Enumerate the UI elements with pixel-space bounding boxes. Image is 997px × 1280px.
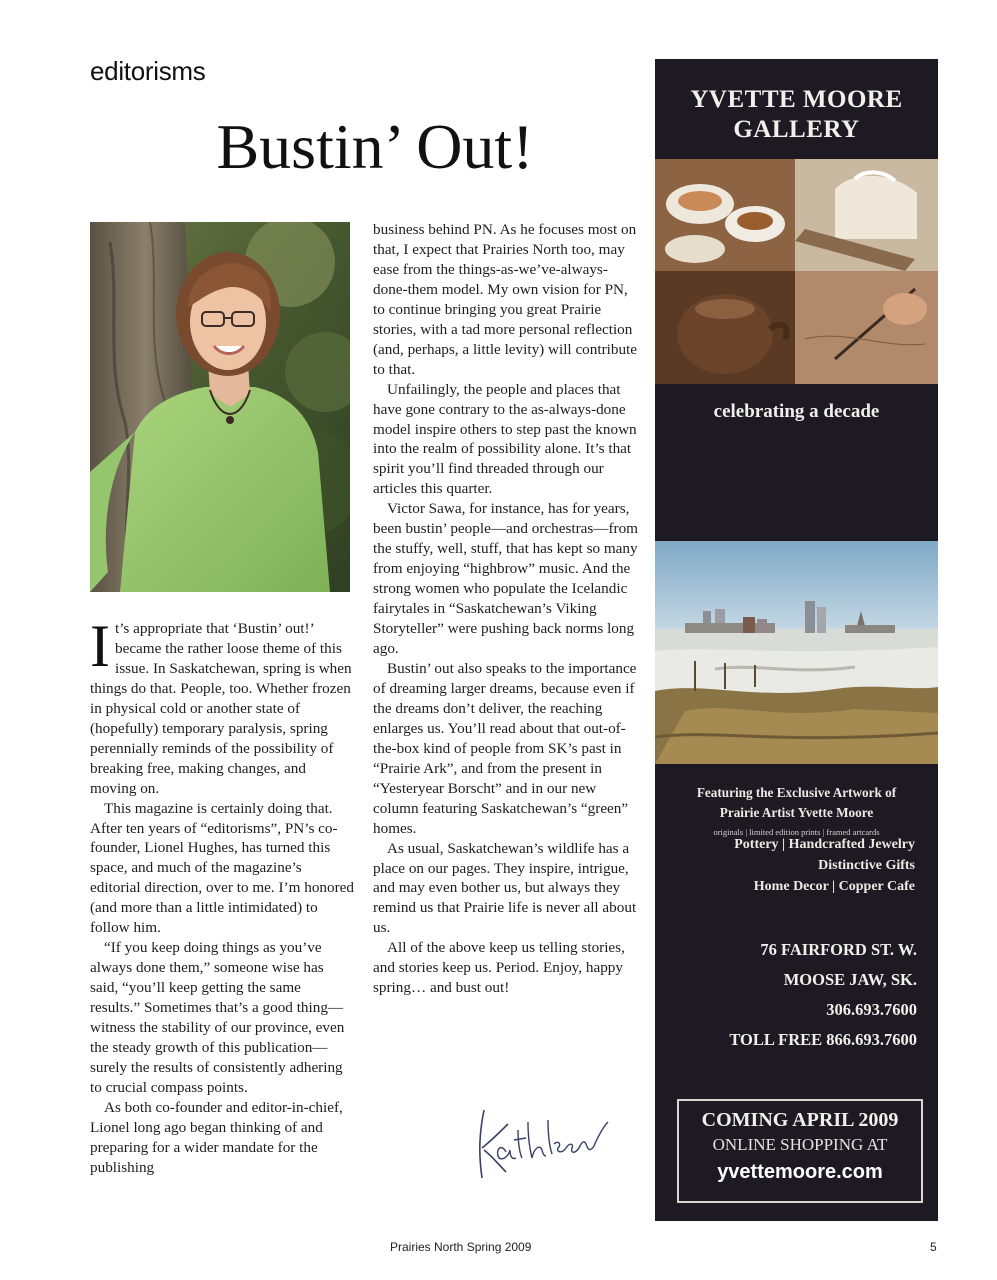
paragraph: “If you keep doing things as you’ve always done them,” someone wise has said, “you’ll keep getting the same results.” Sometimes that’s a good thing—witness the stability of our province, even the steady growth of this publication—surely the results of consistently adhering to crucial compass points.	[90, 939, 345, 1096]
paragraph: As usual, Saskatchewan’s wildlife has a place on our pages. They inspire, intrigue, and may even bother us, but always they remind us that Prairie life is never all about us.	[373, 839, 637, 937]
paragraph: It’s appropriate that ‘Bustin’ out!’ became the rather loose theme of this issue. In Saskatchewan, spring is when things do that. People, too. Whether frozen in physical cold or another state of (hopefully) temporary paralysis, spring perennially reminds of the possibility of breaking free, making changes, and moving on.	[90, 613, 352, 797]
ad-online-shopping: ONLINE SHOPPING AT	[712, 1135, 888, 1154]
ad-coming-soon: COMING APRIL 2009	[701, 1109, 899, 1131]
paragraph: Unfailingly, the people and places that have gone contrary to the as-always-done model inspire others to step past the known into the realm of possibility alone. It’s that spirit you’ll find threaded through our articles this quarter.	[373, 380, 637, 498]
article-column-2	[373, 220, 639, 998]
paragraph: As both co-founder and editor-in-chief, Lionel long ago began thinking of and preparing for a wider mandate for the publishing	[90, 1098, 343, 1176]
ad-product-line: Distinctive Gifts	[818, 858, 915, 873]
ad-tagline: celebrating a decade	[713, 401, 880, 422]
ad-product-line: Pottery | Handcrafted Jewelry	[734, 837, 915, 852]
paragraph: All of the above keep us telling stories, and stories keep us. Period. Enjoy, happy spring… and bust out!	[373, 939, 625, 997]
ad-products-list	[655, 834, 915, 897]
drop-cap: I	[90, 613, 110, 679]
article-column-1	[90, 613, 355, 1178]
ad-online-shopping-box[interactable]	[677, 1099, 923, 1203]
paragraph: business behind PN. As he focuses most on that, I expect that Prairies North too, may ease from the things-as-we’ve-always-done-them model. My own vision for PN, to continue bringing you great Prairie stories, with a tad more personal reflection (and, perhaps, a little levity) will contribute to that.	[373, 221, 638, 378]
ad-formats: originals | limited edition prints | framed artcards	[713, 827, 880, 837]
ad-prairie-painting	[655, 541, 938, 764]
ad-toll-free: TOLL FREE 866.693.7600	[729, 1030, 917, 1049]
ad-website-link[interactable]: yvettemoore.com	[717, 1161, 883, 1183]
ad-collage-image	[655, 159, 938, 384]
ad-product-line: Home Decor | Copper Cafe	[753, 879, 915, 894]
footer-publication: Prairies North Spring 2009	[390, 1240, 532, 1254]
ad-street: 76 FAIRFORD ST. W.	[760, 940, 917, 959]
ad-contact-info	[655, 935, 917, 1055]
page-number: 5	[930, 1240, 937, 1254]
ad-title: YVETTE MOORE GALLERY	[690, 86, 903, 143]
section-label: editorisms	[90, 56, 206, 86]
author-photo	[90, 222, 350, 592]
paragraph: Victor Sawa, for instance, has for years, been bustin’ people—and orchestras—from the stuffy, well, stuff, that has kept so many from enjoying “highbrow” music. And the strong women who populate the Icelandic fairytales in “Saskatchewan’s Viking Storyteller” were pushing back norms long ago.	[373, 500, 638, 658]
signature	[462, 1100, 612, 1190]
page-title: Bustin’ Out!	[216, 111, 534, 182]
ad-featuring-text: Featuring the Exclusive Artwork of Prairie Artist Yvette Moore	[696, 785, 897, 820]
ad-city: MOOSE JAW, SK.	[783, 970, 917, 989]
ad-phone: 306.693.7600	[826, 1000, 917, 1019]
gallery-advertisement[interactable]	[655, 59, 938, 1221]
paragraph: Bustin’ out also speaks to the importance of dreaming larger dreams, because even if the dreams don’t deliver, the reaching enlarges us. You’ll read about that out-of-the-box kind of people from SK’s past in “Prairie Ark”, and from the present in “Yesteryear Borscht” and in our new column featuring Saskatchewan’s “green” homes.	[373, 659, 637, 837]
paragraph: This magazine is certainly doing that. After ten years of “editorisms”, PN’s co-founder, Lionel Hughes, has turned this space, and much of the magazine’s editorial direction, over to me. I’m honored (and more than a little intimidated) to follow him.	[90, 799, 355, 937]
